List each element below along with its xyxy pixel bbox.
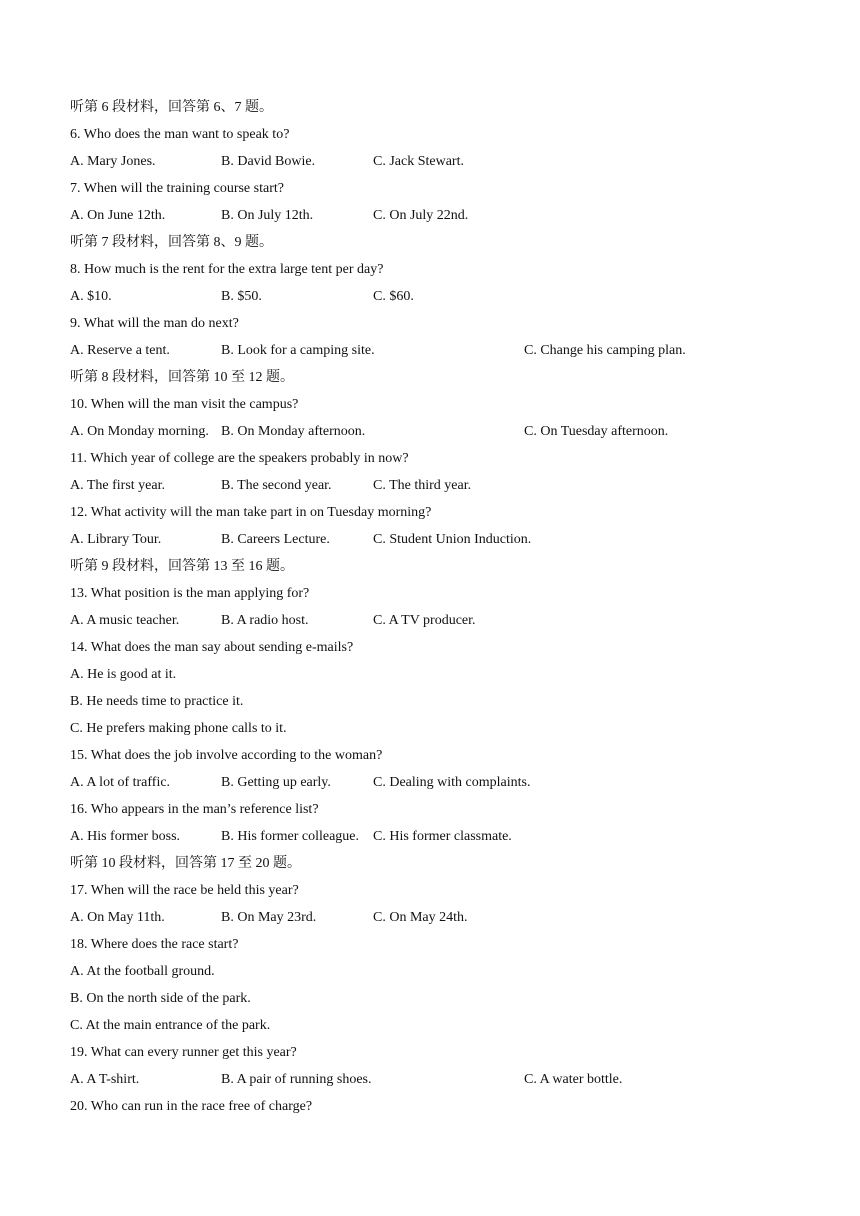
answer-option-c: C. Change his camping plan. <box>524 343 686 358</box>
question-stem: 11. Which year of college are the speakers probably in now? <box>70 451 409 466</box>
answer-option-c: C. On July 22nd. <box>373 208 469 223</box>
answer-option-a: A. A lot of traffic. <box>70 775 171 790</box>
answer-option-a: A. $10. <box>70 289 112 304</box>
section-instruction: 听第 9 段材料，回答第 13 至 16 题。 <box>70 559 294 574</box>
answer-option-b: B. A pair of running shoes. <box>221 1072 372 1087</box>
answer-option-b: B. $50. <box>221 289 262 304</box>
answer-options-row <box>70 826 810 853</box>
question-stem: 16. Who appears in the man’s reference list? <box>70 802 319 817</box>
answer-option-c: C. $60. <box>373 289 414 304</box>
answer-option: B. On the north side of the park. <box>70 991 251 1006</box>
answer-option-a: A. The first year. <box>70 478 165 493</box>
answer-options-row <box>70 907 810 934</box>
section-instruction: 听第 7 段材料，回答第 8、9 题。 <box>70 235 273 250</box>
question-stem: 13. What position is the man applying for? <box>70 586 310 601</box>
answer-option: C. He prefers making phone calls to it. <box>70 721 287 736</box>
answer-options-row <box>70 286 810 313</box>
answer-option-b: B. A radio host. <box>221 613 309 628</box>
answer-option-a: A. A T-shirt. <box>70 1072 140 1087</box>
answer-option-b: B. On July 12th. <box>221 208 314 223</box>
answer-option-a: A. His former boss. <box>70 829 181 844</box>
answer-option-a: A. On June 12th. <box>70 208 166 223</box>
question-stem: 8. How much is the rent for the extra large tent per day? <box>70 262 384 277</box>
answer-option-b: B. David Bowie. <box>221 154 316 169</box>
answer-option-c: C. On May 24th. <box>373 910 468 925</box>
question-stem: 19. What can every runner get this year? <box>70 1045 297 1060</box>
answer-option-c: C. A water bottle. <box>524 1072 623 1087</box>
answer-option-b: B. Look for a camping site. <box>221 343 375 358</box>
answer-option-c: C. A TV producer. <box>373 613 476 628</box>
answer-options-row <box>70 529 810 556</box>
answer-options-row <box>70 475 810 502</box>
answer-option-a: A. Reserve a tent. <box>70 343 170 358</box>
section-instruction: 听第 8 段材料，回答第 10 至 12 题。 <box>70 370 294 385</box>
section-instruction: 听第 10 段材料，回答第 17 至 20 题。 <box>70 856 301 871</box>
answer-option: C. At the main entrance of the park. <box>70 1018 271 1033</box>
answer-options-row <box>70 610 810 637</box>
question-stem: 17. When will the race be held this year? <box>70 883 299 898</box>
answer-option-a: A. A music teacher. <box>70 613 180 628</box>
answer-option-c: C. On Tuesday afternoon. <box>524 424 669 439</box>
answer-option: A. He is good at it. <box>70 667 177 682</box>
answer-option-a: A. On Monday morning. <box>70 424 209 439</box>
question-stem: 14. What does the man say about sending e-mails? <box>70 640 354 655</box>
question-stem: 6. Who does the man want to speak to? <box>70 127 290 142</box>
question-stem: 20. Who can run in the race free of charge? <box>70 1099 313 1114</box>
answer-options-row <box>70 340 810 367</box>
answer-option-b: B. His former colleague. <box>221 829 360 844</box>
answer-options-row <box>70 421 810 448</box>
answer-option-b: B. The second year. <box>221 478 332 493</box>
question-stem: 10. When will the man visit the campus? <box>70 397 299 412</box>
answer-option-c: C. His former classmate. <box>373 829 512 844</box>
answer-option-c: C. Dealing with complaints. <box>373 775 531 790</box>
answer-options-row <box>70 205 810 232</box>
question-stem: 15. What does the job involve according to the woman? <box>70 748 383 763</box>
answer-option-b: B. Careers Lecture. <box>221 532 330 547</box>
answer-option-a: A. On May 11th. <box>70 910 165 925</box>
answer-option-a: A. Mary Jones. <box>70 154 156 169</box>
answer-option-b: B. Getting up early. <box>221 775 331 790</box>
answer-option-c: C. Student Union Induction. <box>373 532 532 547</box>
question-stem: 7. When will the training course start? <box>70 181 284 196</box>
question-stem: 9. What will the man do next? <box>70 316 239 331</box>
answer-options-row <box>70 151 810 178</box>
answer-options-row <box>70 1069 810 1096</box>
question-stem: 18. Where does the race start? <box>70 937 239 952</box>
answer-option-b: B. On Monday afternoon. <box>221 424 366 439</box>
section-instruction: 听第 6 段材料，回答第 6、7 题。 <box>70 100 273 115</box>
answer-option-c: C. The third year. <box>373 478 472 493</box>
answer-option: A. At the football ground. <box>70 964 215 979</box>
question-stem: 12. What activity will the man take part in on Tuesday morning? <box>70 505 432 520</box>
exam-page <box>70 97 810 1123</box>
answer-options-row <box>70 772 810 799</box>
answer-option-b: B. On May 23rd. <box>221 910 317 925</box>
answer-option: B. He needs time to practice it. <box>70 694 244 709</box>
answer-option-a: A. Library Tour. <box>70 532 162 547</box>
answer-option-c: C. Jack Stewart. <box>373 154 464 169</box>
